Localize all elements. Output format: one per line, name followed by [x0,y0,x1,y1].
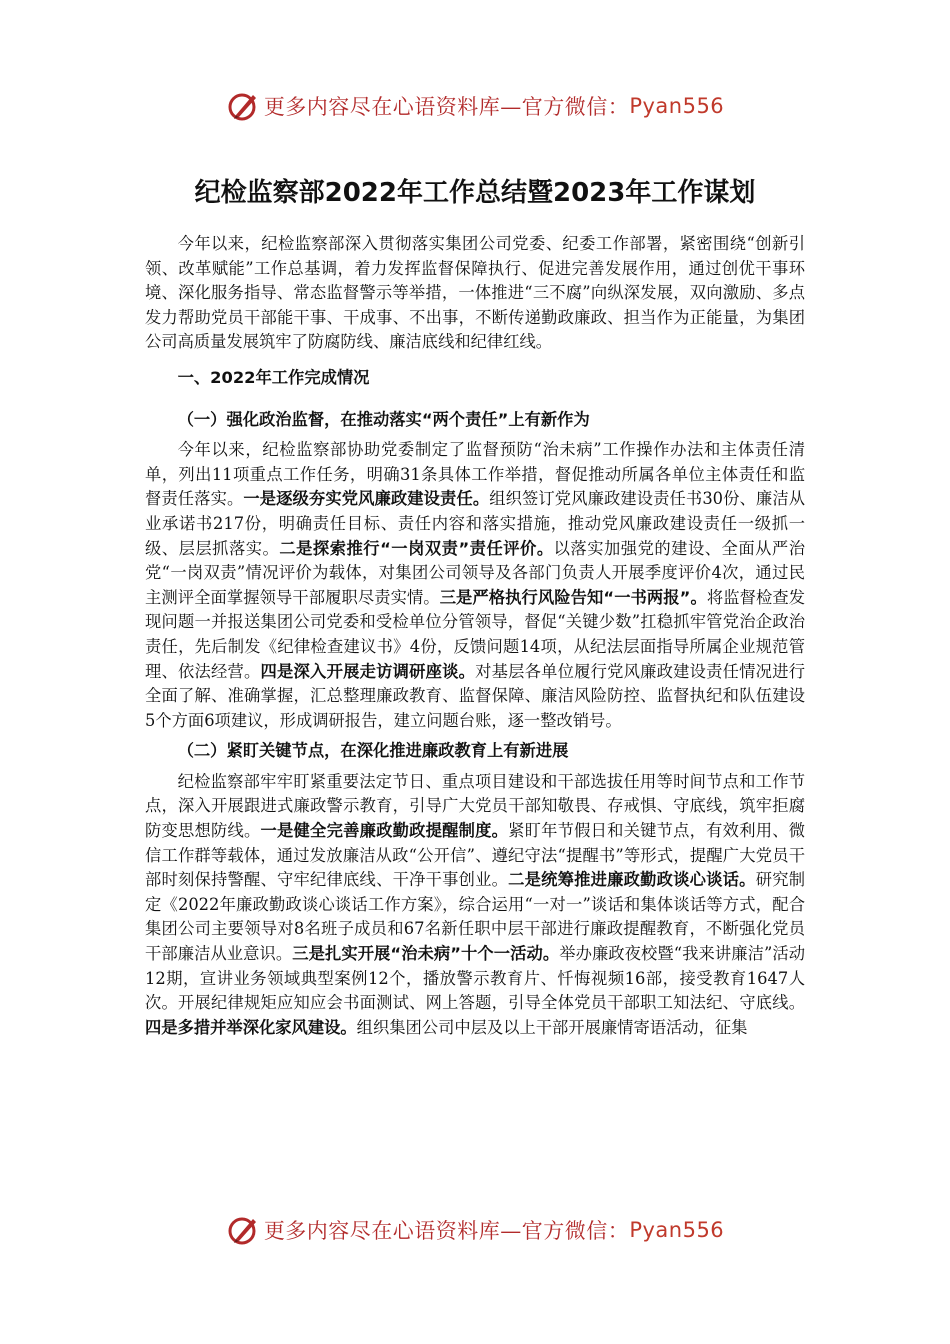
body-text: 今年以来，纪检监察部协助党委制定了监督预防“治未病”工作操作办法和主体责任清单，列出11项重点工作任务，明确31条具体工作举措，督促推动所属各单位主体责任和监督责任落实。 [145,440,805,509]
bold-lead: 三是严格执行风险告知“一书两报”。 [439,587,707,607]
pen-logo-icon [226,1213,260,1247]
bold-lead: 二是统筹推进廉政勤政谈心谈话。 [508,870,756,890]
footer-banner [0,1210,950,1250]
pen-logo-icon [226,89,260,123]
document-title: 纪检监察部2022年工作总结暨2023年工作谋划 [194,178,756,208]
subsection-heading: （二）紧盯关键节点，在深化推进廉政教育上有新进展 [177,741,569,761]
banner-wechat-id: Pyan556 [629,1218,725,1242]
banner-text: 更多内容尽在心语资料库—官方微信： [263,95,630,119]
header-banner [0,86,950,126]
bold-lead: 三是扎实开展“治未病”十个一活动。 [292,944,560,964]
body-text: 以落实加强党的建设、全面从严治党“一岗双责”情况评价为载体，对集团公司领导及各部门负责人开展季度评价4次，通过民主测评全面掌握领导干部履职尽责实情。 [145,538,805,607]
section-heading: 一、2022年工作完成情况 [177,367,370,387]
body-text: 将监督检查发现问题一并报送集团公司党委和受检单位分管领导，督促“关键少数”扛稳抓牢管党治企政治责任，先后制发《纪律检查建议书》4份，反馈问题14项，从纪法层面指导所属企业规范管理、依法经营。 [145,587,805,681]
bold-lead: 一是逐级夯实党风廉政建设责任。 [243,489,490,509]
body-text: 对基层各单位履行党风廉政建设责任情况进行全面了解、准确掌握，汇总整理廉政教育、监督保障、廉洁风险防控、监督执纪和队伍建设5个方面6项建议，形成调研报告，建立问题台账，逐一整改销号。 [145,661,805,730]
document-body [145,232,805,1040]
intro-paragraph: 今年以来，纪检监察部深入贯彻落实集团公司党委、纪委工作部署，紧密围绕“创新引领、改革赋能”工作总基调，着力发挥监督保障执行、促进完善发展作用，通过创优干事环境、深化服务指导、常态监督警示等举措，一体推进“三不腐”向纵深发展，双向激励、多点发力帮助党员干部能干事、干成事、不出事，不断传递勤政廉政、担当作为正能量，为集团公司高质量发展筑牢了防腐防线、廉洁底线和纪律红线。 [145,234,805,352]
bold-lead: 二是探索推行“一岗双责”责任评价。 [279,538,554,558]
body-text: 举办廉政夜校暨“我来讲廉洁”活动12期，宣讲业务领域典型案例12个，播放警示教育片、忏悔视频16部，接受教育1647人次。开展纪律规矩应知应会书面测试、网上答题，引导全体党员干部职工知法纪、守底线。 [145,944,805,1013]
subsection-paragraph [145,770,805,1041]
subsection-paragraph [145,438,805,733]
body-text: 紧盯年节假日和关键节点，有效利用、微信工作群等载体，通过发放廉洁从政“公开信”、遵纪守法“提醒书”等形式，提醒广大党员干部时刻保持警醒、守牢纪律底线、干净干事创业。 [145,821,805,890]
body-text: 研究制定《2022年廉政勤政谈心谈话工作方案》，综合运用“一对一”谈话和集体谈话等方式，配合集团公司主要领导对8名班子成员和67名新任职中层干部进行廉政提醒教育，不断强化党员干部廉洁从业意识。 [145,870,805,964]
subsection-heading: （一）强化政治监督，在推动落实“两个责任”上有新作为 [177,409,590,429]
banner-wechat-id: Pyan556 [629,94,725,118]
bold-lead: 四是深入开展走访调研座谈。 [260,661,476,681]
body-text: 组织集团公司中层及以上干部开展廉情寄语活动，征集 [356,1017,748,1037]
body-text: 组织签订党风廉政建设责任书30份、廉洁从业承诺书217份，明确责任目标、责任内容和落实措施，推动党风廉政建设责任一级抓一级、层层抓落实。 [145,489,805,558]
body-text: 纪检监察部牢牢盯紧重要法定节日、重点项目建设和干部选拔任用等时间节点和工作节点，深入开展跟进式廉政警示教育，引导广大党员干部知敬畏、存戒惧、守底线，筑牢拒腐防变思想防线。 [145,771,805,841]
banner-text: 更多内容尽在心语资料库—官方微信： [263,1219,630,1243]
bold-lead: 一是健全完善廉政勤政提醒制度。 [260,821,509,841]
bold-lead: 四是多措并举深化家风建设。 [145,1017,357,1037]
